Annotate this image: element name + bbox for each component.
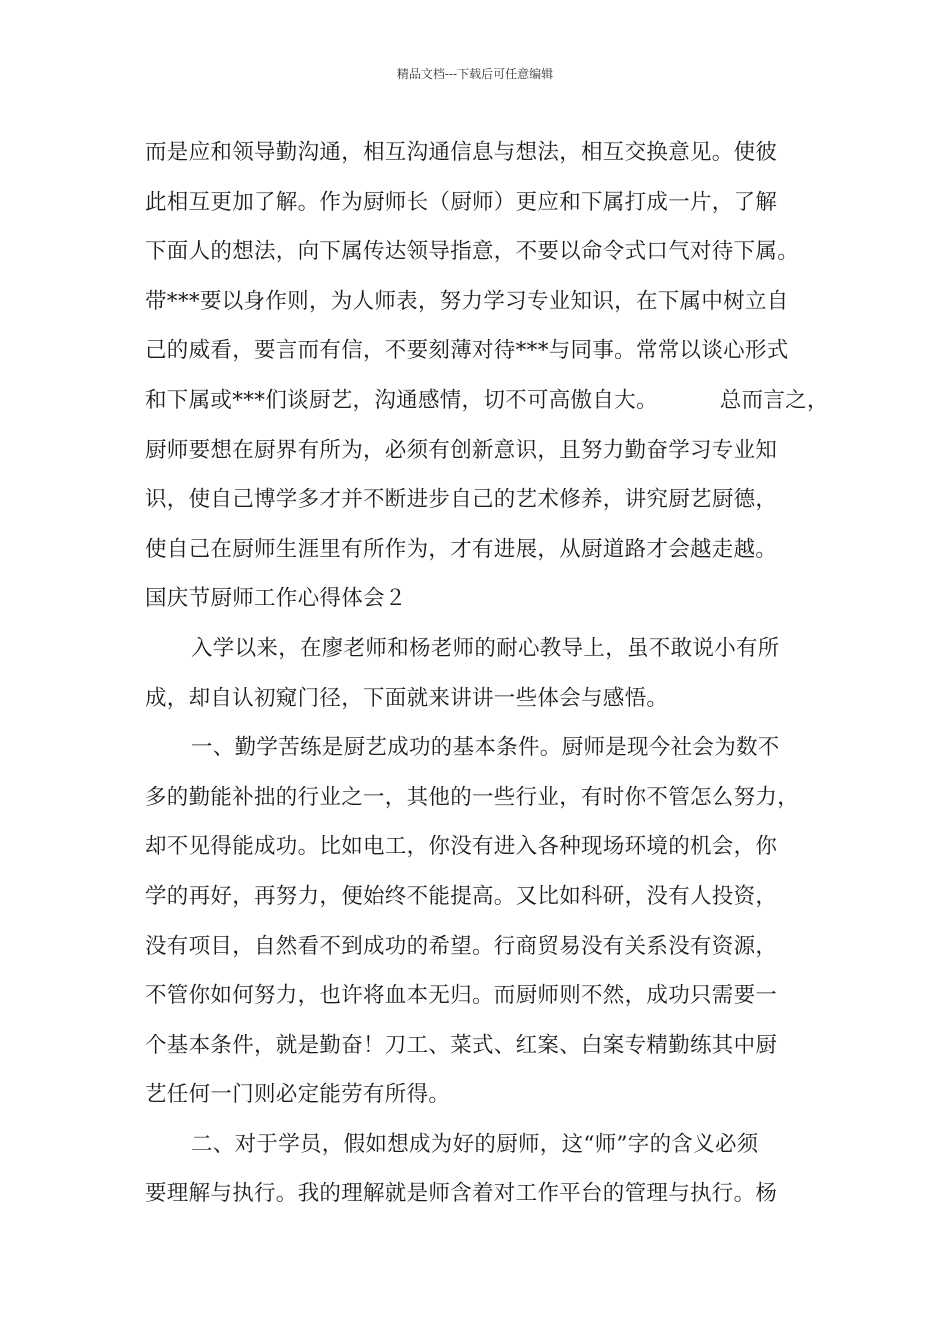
text-line: 此相互更加了解。作为厨师长（厨师）更应和下属打成一片，了解 bbox=[145, 189, 778, 215]
section-title: 国庆节厨师工作心得体会２ bbox=[145, 586, 407, 612]
text-line: 带***要以身作则，为人师表，努力学习专业知识，在下属中树立自 bbox=[145, 288, 789, 314]
text-line: 而是应和领导勤沟通，相互沟通信息与想法，相互交换意见。使彼 bbox=[145, 140, 778, 165]
text-line: 二、对于学员，假如想成为好的厨师，这“师”字的含义必须 bbox=[191, 1131, 759, 1157]
text-line: 个基本条件，就是勤奋！刀工、菜式、红案、白案专精勤练其中厨 bbox=[145, 1032, 778, 1058]
text-line: 识，使自己博学多才并不断进步自己的艺术修养，讲究厨艺厨德， bbox=[145, 487, 778, 513]
text-line: 却不见得能成功。比如电工，你没有进入各种现场环境的机会，你 bbox=[145, 834, 778, 860]
text-line: 己的威看，要言而有信，不要刻薄对待***与同事。常常以谈心形式 bbox=[145, 338, 789, 364]
text-line: 一、勤学苦练是厨艺成功的基本条件。厨师是现今社会为数不 bbox=[191, 735, 780, 761]
text-line: 没有项目，自然看不到成功的希望。行商贸易没有关系没有资源， bbox=[145, 933, 778, 959]
text-line: 入学以来，在廖老师和杨老师的耐心教导上，虽不敢说小有所 bbox=[191, 635, 780, 661]
text-segment: 总而言之， bbox=[719, 387, 829, 413]
text-line: 使自己在厨师生涯里有所作为，才有进展，从厨道路才会越走越。 bbox=[145, 536, 778, 562]
text-line: 下面人的想法，向下属传达领导指意，不要以命令式口气对待下属。 bbox=[145, 239, 800, 265]
text-line: 多的勤能补拙的行业之一，其他的一些行业，有时你不管怎么努力， bbox=[145, 784, 800, 810]
text-line: 艺任何一门则必定能劳有所得。 bbox=[145, 1082, 451, 1108]
text-line bbox=[145, 376, 835, 426]
text-line: 厨师要想在厨界有所为，必须有创新意识，且努力勤奋学习专业知 bbox=[145, 437, 778, 463]
text-line: 学的再好，再努力，便始终不能提高。又比如科研，没有人投资， bbox=[145, 883, 778, 909]
page-header: 精品文档---下载后可任意编辑 bbox=[396, 67, 554, 81]
text-line: 不管你如何努力，也许将血本无归。而厨师则不然，成功只需要一 bbox=[145, 983, 778, 1009]
text-segment: 和下属或***们谈厨艺，沟通感情，切不可高傲自大。 bbox=[145, 387, 658, 413]
text-line: 要理解与执行。我的理解就是师含着对工作平台的管理与执行。杨 bbox=[145, 1181, 778, 1207]
document-body bbox=[145, 128, 835, 1219]
text-line: 成，却自认初窥门径，下面就来讲讲一些体会与感悟。 bbox=[145, 685, 669, 711]
